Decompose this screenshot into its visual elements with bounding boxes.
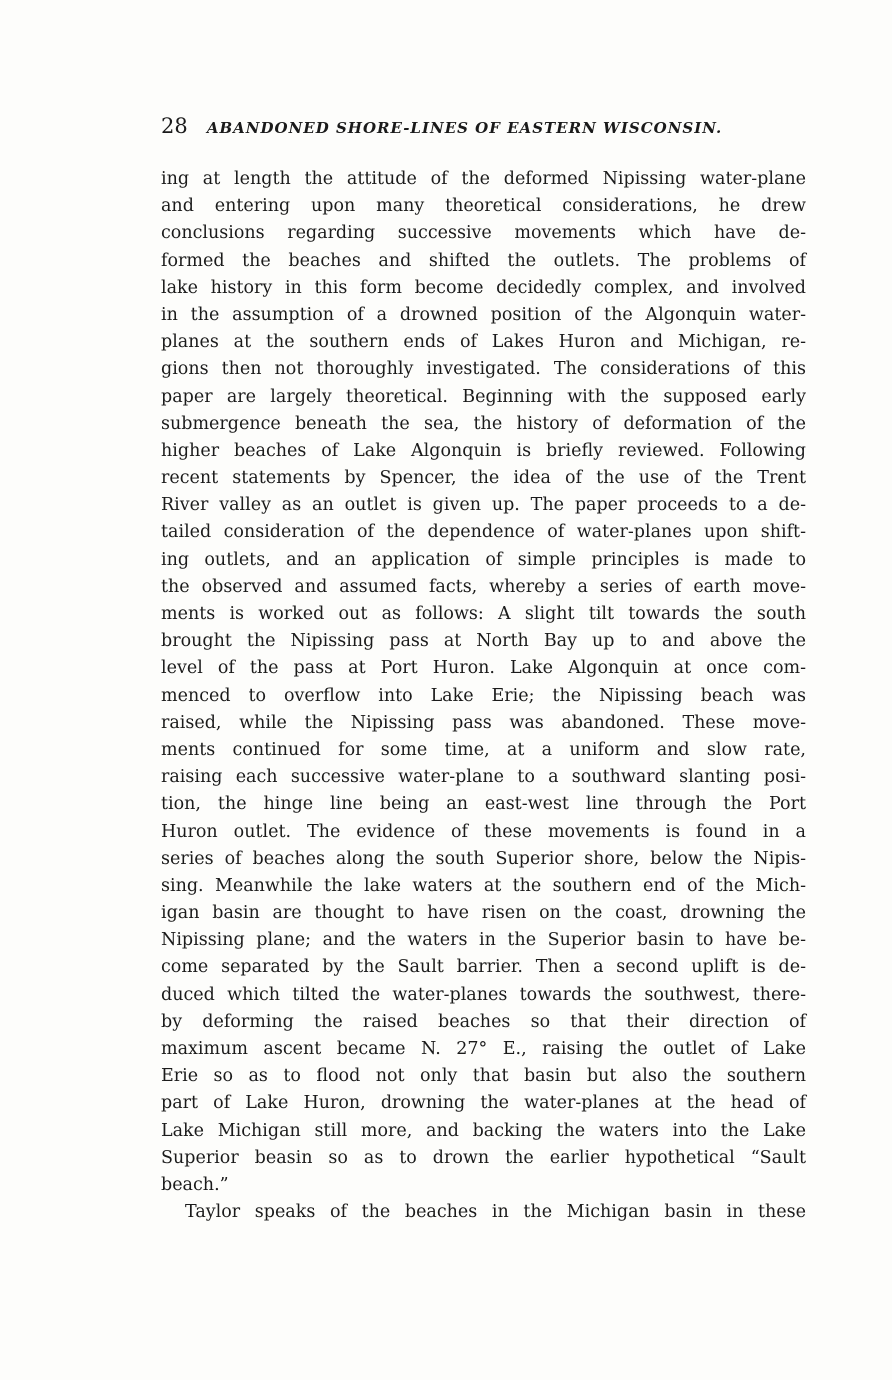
text-line: Erie so as to flood not only that basin but also the southern <box>161 1066 806 1087</box>
text-line: part of Lake Huron, drowning the water-planes at the head of <box>161 1093 806 1114</box>
text-line: tion, the hinge line being an east-west line through the Port <box>161 794 806 815</box>
text-line: Lake Michigan still more, and backing the waters into the Lake <box>161 1120 806 1141</box>
text-line: Nipissing plane; and the waters in the Superior basin to have be- <box>161 930 806 951</box>
text-line: recent statements by Spencer, the idea of the use of the Trent <box>161 468 806 489</box>
text-line: the observed and assumed facts, whereby a series of earth move- <box>161 576 806 597</box>
text-line: sing. Meanwhile the lake waters at the southern end of the Mich- <box>161 875 806 896</box>
text-line: formed the beaches and shifted the outlets. The problems of <box>161 250 806 271</box>
text-line: come separated by the Sault barrier. Then a second uplift is de- <box>161 957 806 978</box>
text-line: beach.” <box>161 1174 229 1195</box>
text-line: level of the pass at Port Huron. Lake Algonquin at once com- <box>161 658 806 679</box>
text-line: by deforming the raised beaches so that their direction of <box>161 1011 806 1032</box>
paragraph-start-line: Taylor speaks of the beaches in the Michigan basin in these <box>185 1202 806 1223</box>
text-line: lake history in this form become decidedly complex, and involved <box>161 277 806 298</box>
text-line: menced to overflow into Lake Erie; the Nipissing beach was <box>161 685 806 706</box>
text-line: Superior beasin so as to drown the earlier hypothetical “Sault <box>161 1147 806 1168</box>
running-head-title: ABANDONED SHORE-LINES OF EASTERN WISCONSIN. <box>206 119 723 137</box>
body-text <box>161 166 806 1226</box>
text-line: tailed consideration of the dependence of water-planes upon shift- <box>161 522 806 543</box>
text-line: conclusions regarding successive movements which have de- <box>161 223 806 244</box>
text-line: gions then not thoroughly investigated. The considerations of this <box>161 359 806 380</box>
text-line: ments is worked out as follows: A slight tilt towards the south <box>161 604 806 624</box>
text-line: ing at length the attitude of the deformed Nipissing water-plane <box>161 169 806 189</box>
text-line: series of beaches along the south Superior shore, below the Nipis- <box>161 848 806 869</box>
text-line: planes at the southern ends of Lakes Huron and Michigan, re- <box>161 332 806 353</box>
text-line: in the assumption of a drowned position of the Algonquin water- <box>161 304 806 325</box>
text-line: brought the Nipissing pass at North Bay up to and above the <box>161 631 806 652</box>
page-number: 28 <box>161 114 188 138</box>
text-line: River valley as an outlet is given up. The paper proceeds to a de- <box>161 495 806 516</box>
text-line: and entering upon many theoretical considerations, he drew <box>161 196 806 217</box>
text-line: raising each successive water-plane to a southward slanting posi- <box>161 767 806 788</box>
text-line: ing outlets, and an application of simple principles is made to <box>161 549 806 570</box>
text-line: raised, while the Nipissing pass was abandoned. These move- <box>161 712 806 733</box>
text-line: paper are largely theoretical. Beginning with the supposed early <box>161 386 806 407</box>
text-line: Huron outlet. The evidence of these movements is found in a <box>161 821 806 842</box>
text-line: submergence beneath the sea, the history of deformation of the <box>161 413 806 434</box>
text-line: higher beaches of Lake Algonquin is briefly reviewed. Following <box>161 440 806 461</box>
text-line: igan basin are thought to have risen on the coast, drowning the <box>161 903 806 924</box>
text-line: maximum ascent became N. 27° E., raising the outlet of Lake <box>161 1039 806 1059</box>
text-line: ments continued for some time, at a uniform and slow rate, <box>161 739 806 760</box>
running-head <box>161 114 801 138</box>
text-line: duced which tilted the water-planes towards the southwest, there- <box>161 984 806 1005</box>
